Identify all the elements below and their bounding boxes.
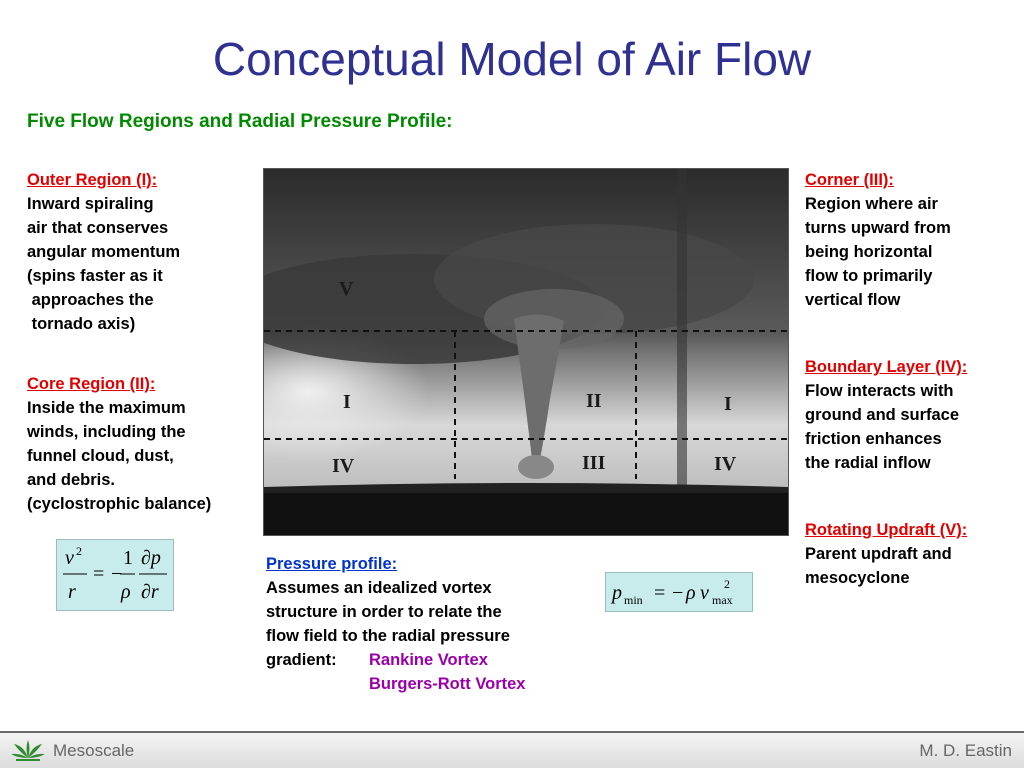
outer-region-line: air that conserves (27, 219, 169, 237)
eq2-minus: − (672, 582, 684, 604)
eq2-p-subscript: min (624, 593, 643, 607)
rotating-updraft-block (805, 518, 967, 590)
corner-block (805, 168, 951, 312)
corner-line: vertical flow (805, 291, 901, 309)
photo-label-i-left: I (343, 391, 351, 413)
footer-left-text: Mesoscale (53, 741, 135, 760)
outer-region-line: (spins faster as it (27, 267, 163, 285)
rotating-updraft-line: Parent updraft and (805, 545, 952, 563)
eq1-minus: − (111, 563, 123, 585)
core-region-line: and debris. (27, 471, 116, 489)
footer-right-text: M. D. Eastin (919, 741, 1012, 760)
eq2-p: p (612, 582, 622, 604)
eq2-v-superscript: 2 (724, 577, 730, 591)
tornado-photo (263, 168, 789, 536)
core-region-line: (cyclostrophic balance) (27, 495, 212, 513)
eq1-rhs2-denominator: ∂r (141, 581, 159, 603)
pressure-profile-line: flow field to the radial pressure (266, 627, 510, 645)
eq2-rho: ρ (686, 582, 696, 604)
core-region-line: funnel cloud, dust, (27, 447, 174, 465)
core-region-line: winds, including the (27, 423, 186, 441)
rotating-updraft-heading: Rotating Updraft (V): (805, 521, 968, 539)
corner-line: flow to primarily (805, 267, 933, 285)
eq2-v-subscript: max (712, 593, 733, 607)
minimum-pressure-equation (605, 572, 753, 612)
eq1-lhs-exponent: 2 (76, 544, 82, 558)
rotating-updraft-line: mesocyclone (805, 569, 910, 587)
corner-heading: Corner (III): (805, 171, 894, 189)
boundary-layer-block (805, 355, 967, 475)
photo-label-iv-right: IV (714, 453, 737, 475)
eq2-equals: = (654, 582, 666, 604)
core-region-line: Inside the maximum (27, 399, 186, 417)
leaf-logo-icon (10, 738, 46, 767)
outer-region-block (27, 168, 180, 336)
corner-line: being horizontal (805, 243, 933, 261)
photo-label-i-right: I (724, 393, 732, 415)
pressure-profile-line: Assumes an idealized vortex (266, 579, 492, 597)
photo-label-iv-left: IV (332, 455, 355, 477)
pressure-profile-heading: Pressure profile: (266, 555, 398, 573)
outer-region-line: Inward spiraling (27, 195, 154, 213)
photo-label-v: V (339, 278, 354, 300)
core-region-heading: Core Region (II): (27, 375, 156, 393)
eq1-lhs-denominator: r (68, 581, 76, 603)
boundary-layer-line: the radial inflow (805, 454, 931, 472)
burgers-rott-vortex-label: Burgers-Rott Vortex (369, 675, 526, 693)
eq1-rhs1-denominator: ρ (121, 581, 131, 603)
cyclostrophic-equation (56, 539, 174, 611)
eq1-lhs-numerator: v (65, 547, 74, 569)
pressure-profile-line: structure in order to relate the (266, 603, 502, 621)
boundary-layer-line: friction enhances (805, 430, 942, 448)
slide-title: Conceptual Model of Air Flow (212, 33, 812, 85)
core-region-block (27, 372, 211, 516)
boundary-layer-heading: Boundary Layer (IV): (805, 358, 968, 376)
outer-region-line: angular momentum (27, 243, 181, 261)
boundary-layer-line: Flow interacts with (805, 382, 954, 400)
outer-region-line: tornado axis) (27, 315, 136, 333)
eq1-rhs1-numerator: 1 (123, 547, 133, 569)
tornado-photo-illustration (264, 169, 788, 535)
slide-subtitle: Five Flow Regions and Radial Pressure Profile: (27, 111, 453, 132)
eq1-equals: = (93, 563, 105, 585)
boundary-layer-line: ground and surface (805, 406, 960, 424)
corner-line: Region where air (805, 195, 938, 213)
eq1-rhs2-numerator: ∂p (141, 547, 161, 569)
photo-label-ii: II (586, 390, 602, 412)
pressure-gradient-label: gradient: (266, 651, 337, 669)
outer-region-heading: Outer Region (I): (27, 171, 158, 189)
slide-footer (0, 733, 1024, 768)
eq2-v: v (700, 582, 709, 604)
photo-label-iii: III (582, 452, 606, 474)
pressure-profile-block (266, 552, 586, 696)
rankine-vortex-label: Rankine Vortex (369, 651, 488, 669)
outer-region-line: approaches the (27, 291, 154, 309)
corner-line: turns upward from (805, 219, 951, 237)
